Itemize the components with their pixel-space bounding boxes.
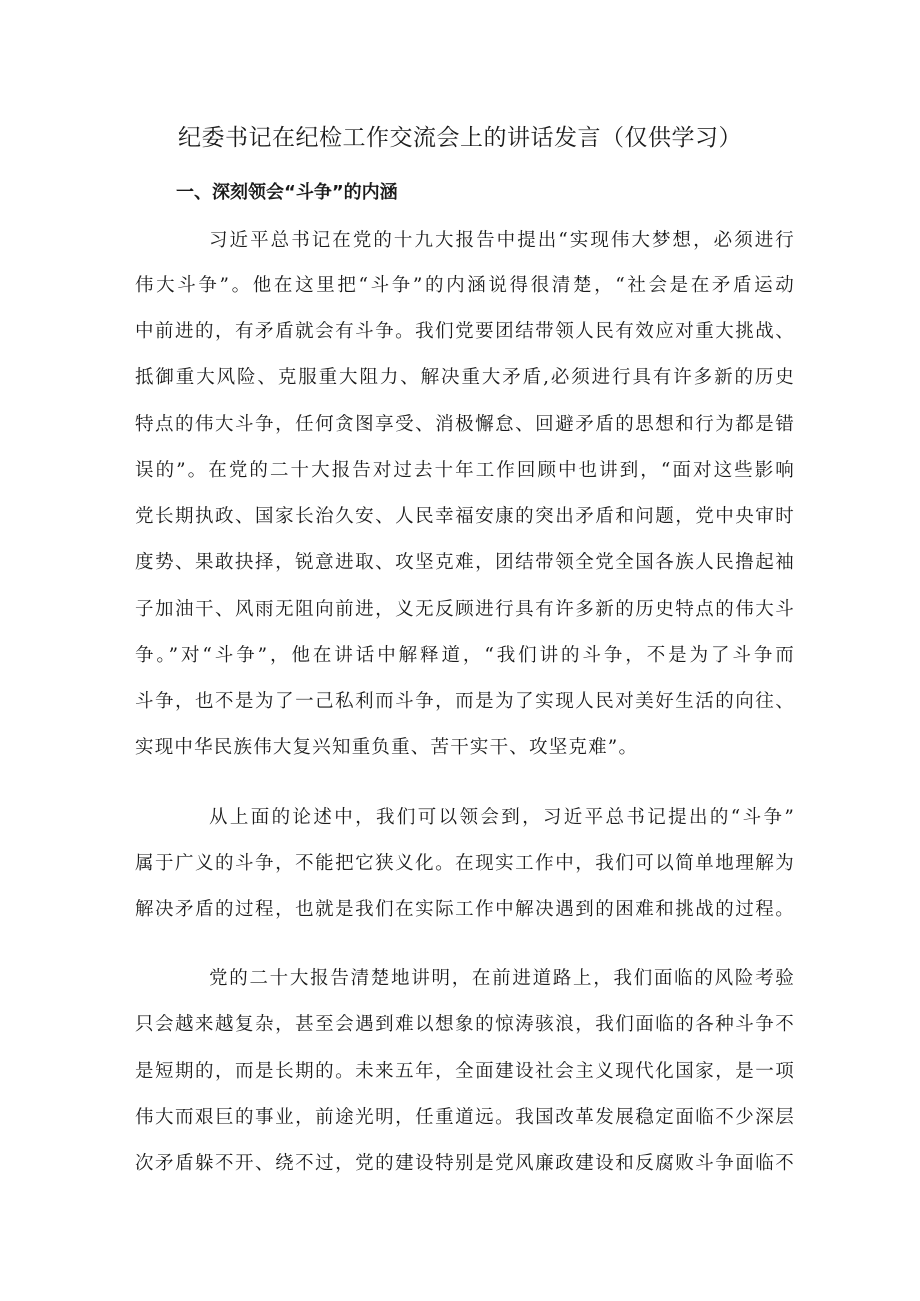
paragraph-1-line-7: 党长期执政、国家长治久安、人民幸福安康的突出矛盾和问题，党中央审时 <box>135 506 795 527</box>
paragraph-3-line-5: 次矛盾躲不开、绕不过，党的建设特别是党风廉政建设和反腐败斗争面临不 <box>135 1153 795 1174</box>
paragraph-1-line-1: 习近平总书记在党的十九大报告中提出“实现伟大梦想，必须进行 <box>209 230 795 251</box>
paragraph-1-line-12: 实现中华民族伟大复兴知重负重、苦干实干、攻坚克难”。 <box>135 737 639 758</box>
document-title: 纪委书记在纪检工作交流会上的讲话发言（仅供学习） <box>178 125 742 151</box>
paragraph-1-line-6: 误的”。在党的二十大报告对过去十年工作回顾中也讲到，“面对这些影响 <box>135 460 795 481</box>
paragraph-3-line-2: 只会越来越复杂，甚至会遇到难以想象的惊涛骇浪，我们面临的各种斗争不 <box>135 1014 795 1035</box>
paragraph-1-line-8: 度势、果敢抉择，锐意进取、攻坚克难，团结带领全党全国各族人民撸起袖 <box>135 552 795 573</box>
paragraph-1-line-9: 子加油干、风雨无阻向前进，义无反顾进行具有许多新的历史特点的伟大斗 <box>135 599 795 620</box>
paragraph-1-line-11: 斗争，也不是为了一己私利而斗争，而是为了实现人民对美好生活的向往、 <box>135 691 795 712</box>
paragraph-2-line-1: 从上面的论述中，我们可以领会到，习近平总书记提出的“斗争” <box>209 807 795 828</box>
paragraph-1-line-3: 中前进的，有矛盾就会有斗争。我们党要团结带领人民有效应对重大挑战、 <box>135 321 795 342</box>
paragraph-2-line-3: 解决矛盾的过程，也就是我们在实际工作中解决遇到的困难和挑战的过程。 <box>135 899 795 920</box>
section-heading: 一、深刻领会“斗争”的内涵 <box>176 182 398 203</box>
paragraph-1-line-4: 抵御重大风险、克服重大阻力、解决重大矛盾,必须进行具有许多新的历史 <box>135 367 795 388</box>
paragraph-3-line-3: 是短期的，而是长期的。未来五年，全面建设社会主义现代化国家，是一项 <box>135 1061 795 1082</box>
paragraph-2-line-2: 属于广义的斗争，不能把它狭义化。在现实工作中，我们可以简单地理解为 <box>135 853 795 874</box>
paragraph-3-line-4: 伟大而艰巨的事业，前途光明，任重道远。我国改革发展稳定面临不少深层 <box>135 1107 795 1128</box>
paragraph-3-line-1: 党的二十大报告清楚地讲明，在前进道路上，我们面临的风险考验 <box>209 968 795 989</box>
paragraph-1-line-10: 争。”对“斗争”，他在讲话中解释道，“我们讲的斗争，不是为了斗争而 <box>135 645 795 666</box>
paragraph-1-line-2: 伟大斗争”。他在这里把“斗争”的内涵说得很清楚，“社会是在矛盾运动 <box>135 275 795 296</box>
paragraph-1-line-5: 特点的伟大斗争，任何贪图享受、消极懈怠、回避矛盾的思想和行为都是错 <box>135 414 795 435</box>
